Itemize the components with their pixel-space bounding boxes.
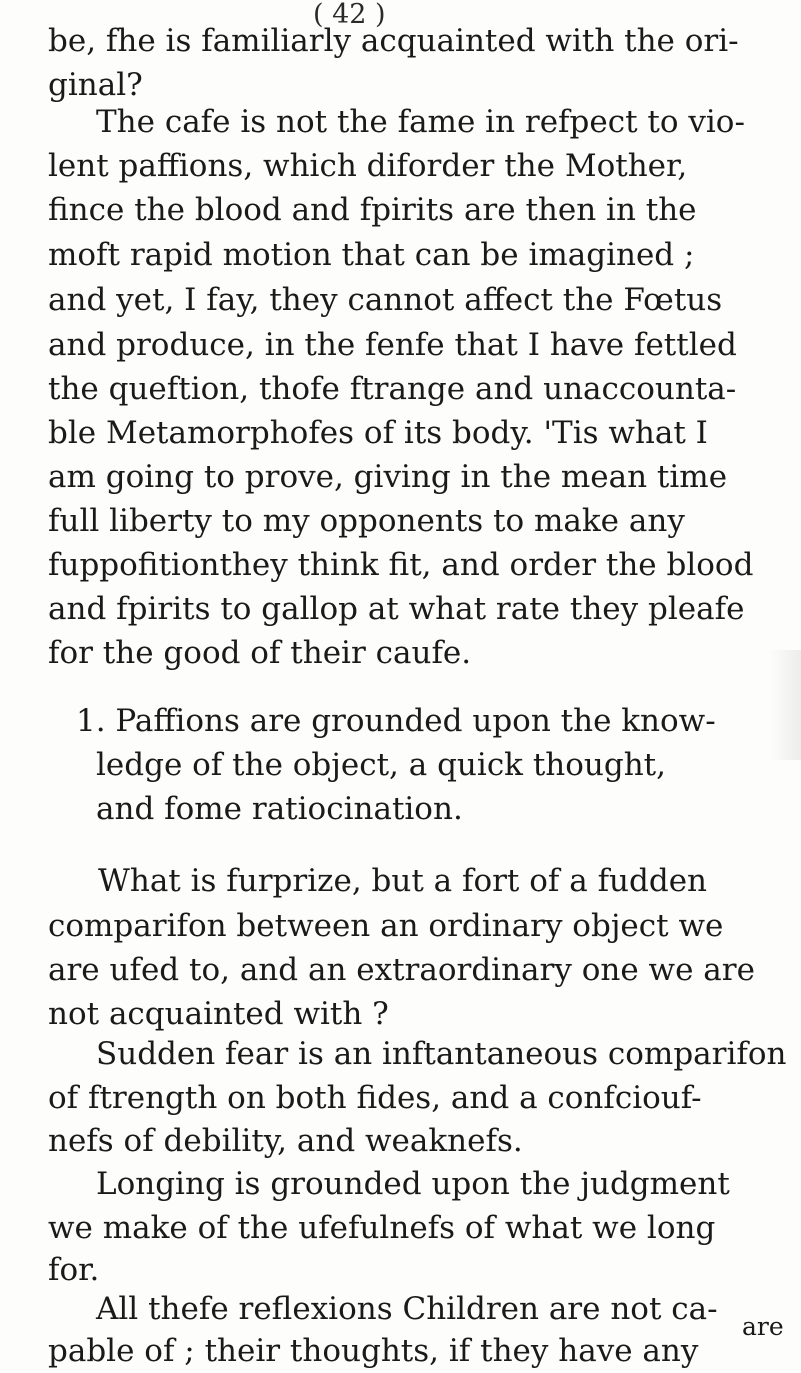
text-line: pable of ; their thoughts, if they have any: [48, 1333, 699, 1369]
text-line: not acquainted with ?: [48, 996, 389, 1032]
text-line: What is furprize, but a fort of a fudden: [98, 863, 708, 899]
text-line: am going to prove, giving in the mean time: [48, 459, 728, 495]
text-line: and fome ratiocination.: [96, 791, 463, 827]
text-line: Sudden fear is an inftantaneous comparifon: [96, 1036, 787, 1072]
text-line: ginal?: [48, 67, 143, 103]
text-line: fince the blood and fpirits are then in the: [48, 192, 697, 228]
text-line: ble Metamorphofes of its body. 'Tis what I: [48, 415, 708, 451]
text-line: for.: [48, 1252, 100, 1288]
text-line: comparifon between an ordinary object we: [48, 908, 724, 944]
text-line: and fpirits to gallop at what rate they pleafe: [48, 591, 745, 627]
text-line: be, fhe is familiarly acquainted with the ori-: [48, 23, 739, 59]
text-line: The cafe is not the fame in refpect to vio-: [96, 104, 745, 140]
text-line: Longing is grounded upon the judgment: [96, 1166, 730, 1202]
text-line: are ufed to, and an extraordinary one we are: [48, 952, 755, 988]
text-line: nefs of debility, and weaknefs.: [48, 1123, 523, 1159]
text-line: All thefe reflexions Children are not ca-: [96, 1291, 718, 1327]
text-line: the queftion, thofe ftrange and unaccounta-: [48, 371, 737, 407]
text-line: 1. Paffions are grounded upon the know-: [76, 703, 716, 739]
text-line: for the good of their caufe.: [48, 635, 472, 671]
catchword: are: [742, 1312, 784, 1341]
text-line: and yet, I fay, they cannot affect the Fœtus: [48, 282, 723, 318]
text-line: lent paffions, which diforder the Mother,: [48, 148, 688, 184]
text-line: moft rapid motion that can be imagined ;: [48, 237, 695, 273]
page-edge-shadow: [770, 650, 801, 760]
text-line: fuppofitionthey think fit, and order the blood: [48, 547, 754, 583]
text-line: of ftrength on both fides, and a confciouf-: [48, 1080, 702, 1116]
text-line: and produce, in the fenfe that I have fettled: [48, 327, 737, 363]
page-number: ( 42 ): [313, 0, 386, 30]
text-line: ledge of the object, a quick thought,: [96, 747, 666, 783]
text-line: full liberty to my opponents to make any: [48, 503, 685, 539]
text-line: we make of the ufefulnefs of what we long: [48, 1210, 716, 1246]
